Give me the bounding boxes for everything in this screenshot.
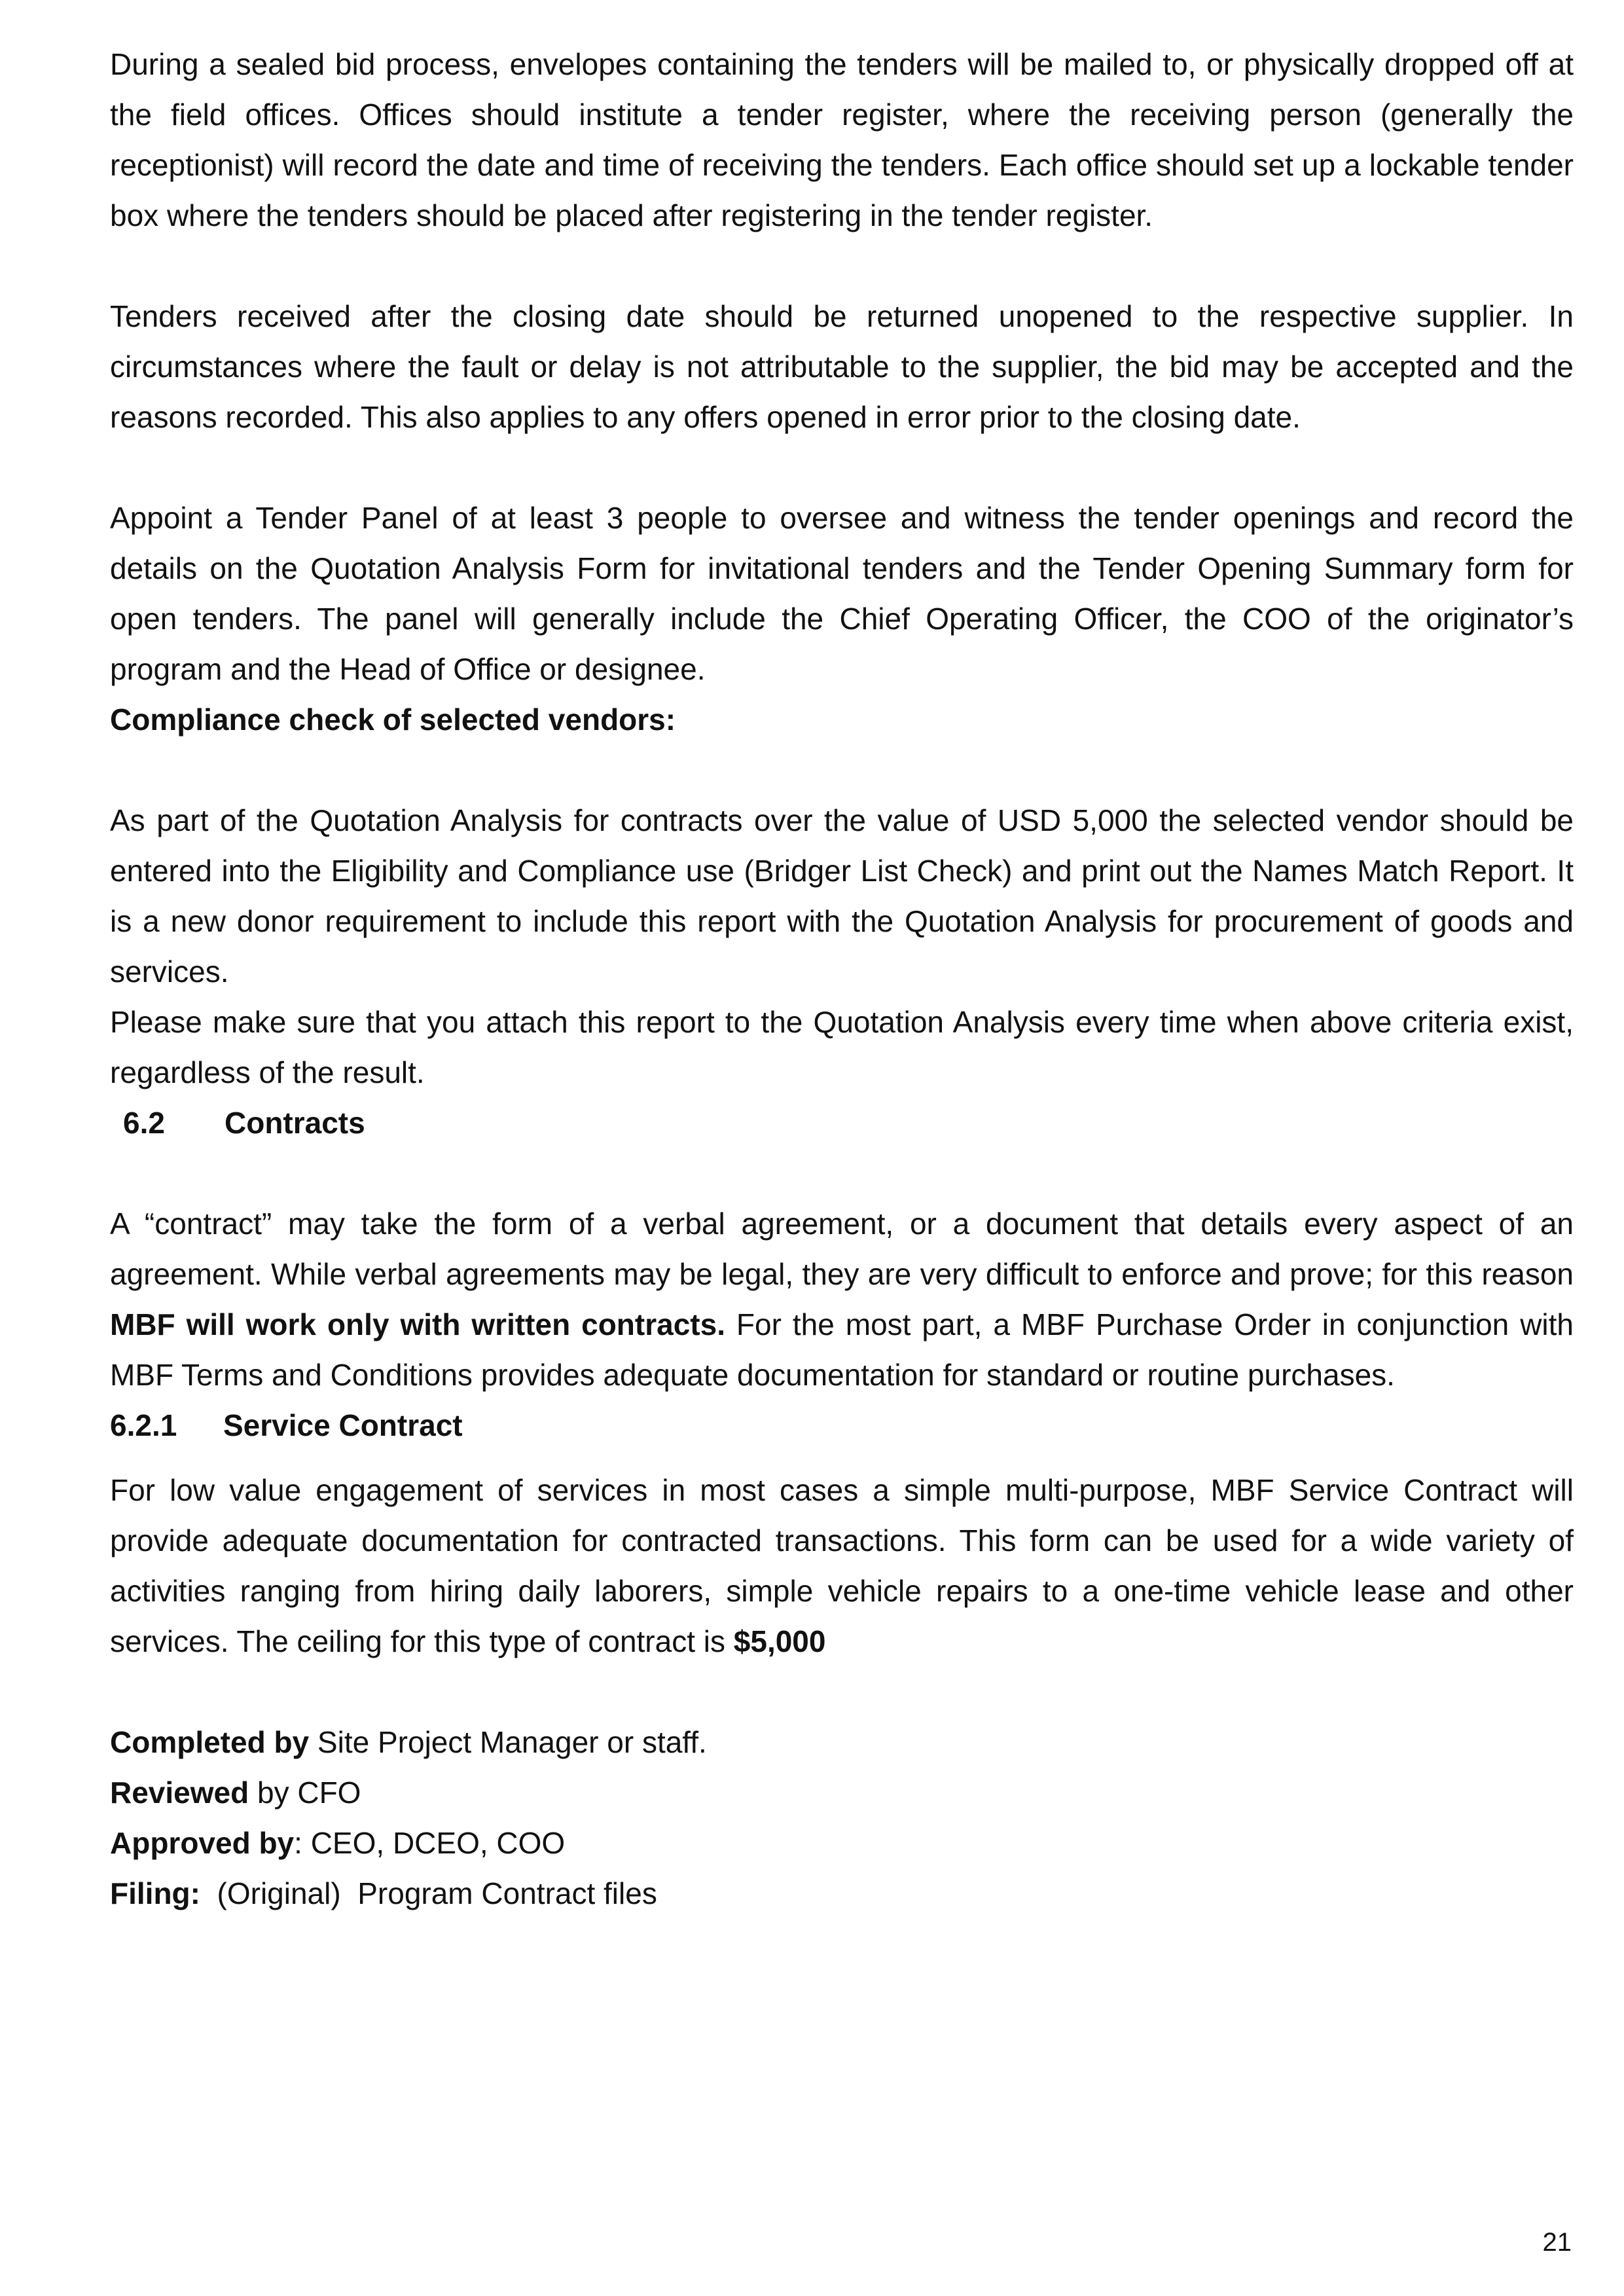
contracts-text-start: A “contract” may take the form of a verbal agreement, or a document that details every aspect of an agreement. While verbal agreements may be legal, they are very difficult to enforce and prove; for this reason: [110, 1207, 1574, 1291]
approved-by-label: Approved by: [110, 1826, 295, 1860]
completed-by-line: [110, 1717, 1574, 1768]
filing-line: [110, 1868, 1574, 1919]
approved-by-value: : CEO, DCEO, COO: [294, 1826, 566, 1860]
section-heading-6-2: [110, 1098, 1574, 1148]
paragraph-compliance-body: As part of the Quotation Analysis for contracts over the value of USD 5,000 the selected vendor should be entered into the Eligibility and Compliance use (Bridger List Check) and print out the Names Match Report. It is a new donor requirement to include this report with the Quotation Analysis for procurement of goods and services.: [110, 803, 1574, 989]
contracts-text-end: For the most part, a MBF Purchase Order in conjunction with MBF Terms and Conditions provides adequate documentation for standard or routine purchases.: [110, 1307, 1574, 1392]
filing-value: (Original) Program Contract files: [200, 1876, 657, 1910]
completed-by-label: Completed by: [110, 1725, 310, 1759]
completed-by-value: Site Project Manager or staff.: [309, 1725, 707, 1759]
reviewed-by-line: [110, 1768, 1574, 1818]
paragraph-compliance-attach: Please make sure that you attach this report to the Quotation Analysis every time when above criteria exist, regardless of the result.: [110, 1005, 1574, 1089]
reviewed-by-label: Reviewed: [110, 1776, 249, 1810]
paragraph-sealed-bid: During a sealed bid process, envelopes containing the tenders will be mailed to, or physically dropped off at the field offices. Offices should institute a tender register, where the receiving person (generally the receptionist) will record the date and time of receiving the tenders. Each office should set up a lockable tender box where the tenders should be placed after registering in the tender register.: [110, 47, 1574, 232]
paragraph-service-contract: [110, 1465, 1574, 1667]
approved-by-line: [110, 1818, 1574, 1868]
reviewed-by-value: by CFO: [249, 1776, 361, 1810]
compliance-heading: Compliance check of selected vendors:: [110, 702, 676, 737]
section-heading-6-2-1: [110, 1400, 1574, 1451]
contracts-text-emphasis: MBF will work only with written contracts.: [110, 1307, 725, 1341]
section-number: 6.2: [123, 1106, 165, 1140]
service-contract-text: For low value engagement of services in most cases a simple multi-purpose, MBF Service Contract will provide adequate documentation for contracted transactions. This form can be used for a wide variety of activities ranging from hiring daily laborers, simple vehicle repairs to a one-time vehicle lease and other services. The ceiling for this type of contract is: [110, 1473, 1574, 1658]
responsibilities-block: [110, 1717, 1574, 1919]
service-contract-ceiling: $5,000: [733, 1624, 826, 1658]
section-title: Contracts: [225, 1106, 365, 1140]
paragraph-contracts: [110, 1199, 1574, 1400]
paragraph-tender-panel: Appoint a Tender Panel of at least 3 people to oversee and witness the tender openings and record the details on the Quotation Analysis Form for invitational tenders and the Tender Opening Summary form for open tenders. The panel will generally include the Chief Operating Officer, the COO of the originator’s program and the Head of Office or designee.: [110, 501, 1574, 686]
page-number: 21: [1542, 2228, 1572, 2257]
filing-label: Filing:: [110, 1876, 200, 1910]
section-title: Service Contract: [223, 1408, 463, 1442]
paragraph-late-tenders: Tenders received after the closing date should be returned unopened to the respective supplier. In circumstances where the fault or delay is not attributable to the supplier, the bid may be accepted and the reasons recorded. This also applies to any offers opened in error prior to the closing date.: [110, 299, 1574, 434]
section-number: 6.2.1: [110, 1408, 177, 1442]
document-page: [110, 39, 1574, 1919]
